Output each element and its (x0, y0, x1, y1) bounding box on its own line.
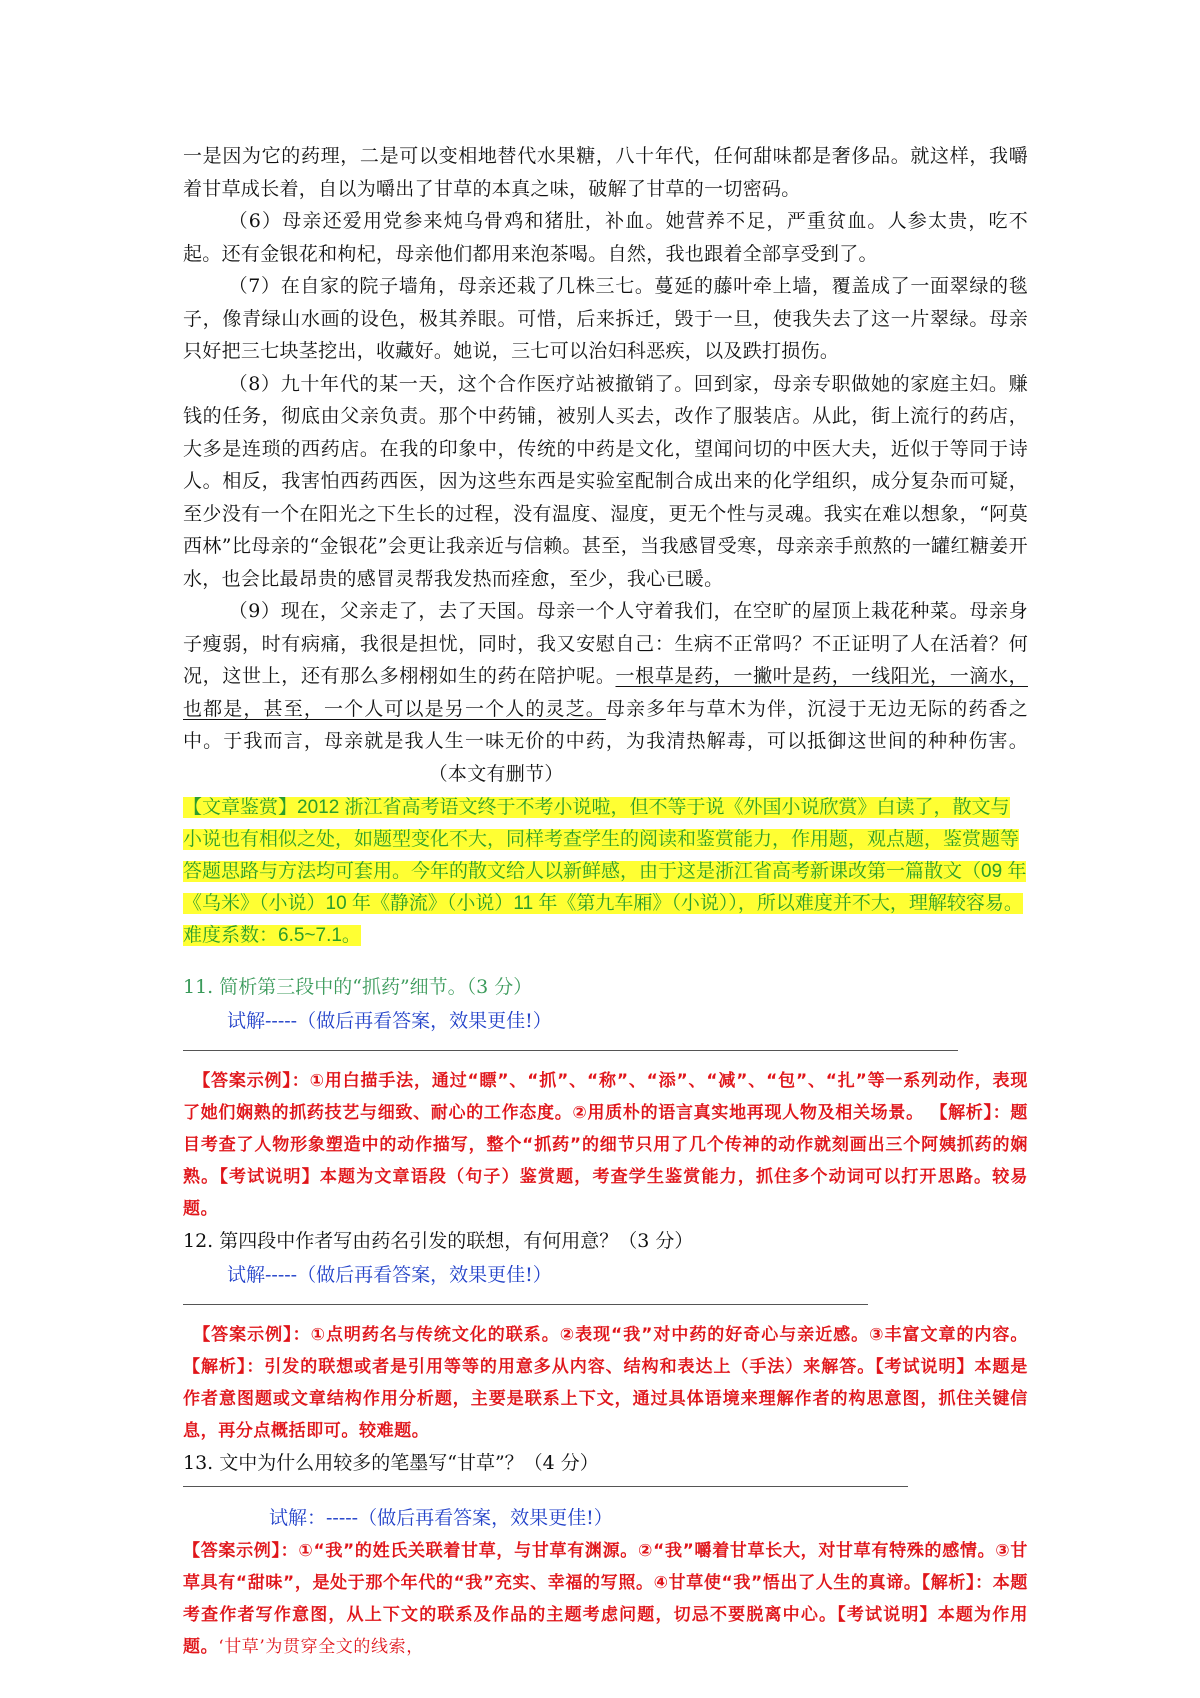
appraisal-highlight: 【文章鉴赏】2012 浙江省高考语文终于不考小说啦，但不等于说《外国小说欣赏》白读了，散文与小说也有相似之处，如题型变化不大，同样考查学生的阅读和鉴赏能力，作用题，观点题，鉴赏题等答题思路与方法均可套用。今年的散文给人以新鲜感，由于这是浙江省高考新课改第一篇散文（09 年《乌米》（小说）10 年《静流》（小说）11 年《第九车厢》（小说）），所以难度并不大，理解较容易。难度系数：6.5~7.1。 (183, 797, 1027, 946)
essay-paragraph-7: （7）在自家的院子墙角，母亲还栽了几株三七。蔓延的藤叶牵上墙，覆盖成了一面翠绿的毯子，像青绿山水画的设色，极其养眼。可惜，后来拆迁，毁于一旦，使我失去了这一片翠绿。母亲只好把三七块茎挖出，收藏好。她说，三七可以治妇科恶疾，以及跌打损伤。 (183, 275, 1028, 362)
essay-paragraph-8: （8）九十年代的某一天，这个合作医疗站被撤销了。回到家，母亲专职做她的家庭主妇。赚钱的任务，彻底由父亲负责。那个中药铺，被别人买去，改作了服装店。从此，街上流行的药店，大多是连琐的西药店。在我的印象中，传统的中药是文化，望闻问切的中医大夫，近似于等同于诗人。相反，我害怕西药西医，因为这些东西是实验室配制合成出来的化学组织，成分复杂而可疑，至少没有一个在阳光之下生长的过程，没有温度、湿度，更无个性与灵魂。我实在难以想象，“阿莫西林”比母亲的“金银花”会更让我亲近与信赖。甚至，当我感冒受寒，母亲亲手煎熬的一罐红糖姜开水，也会比最昂贵的感冒灵帮我发热而痊愈，至少，我心已暖。 (183, 372, 1028, 590)
document-page (183, 140, 1028, 1663)
question-12-trial: 试解-----（做后再看答案，效果更佳!） (227, 1264, 552, 1286)
question-13-prompt: 13. 文中为什么用较多的笔墨写“甘草”？（4 分） (183, 1452, 599, 1474)
question-13-answer-tail: ‘甘草’为贯穿全文的线索， (218, 1637, 424, 1657)
question-13-answer (183, 1535, 1028, 1663)
answer-line-11 (183, 1050, 958, 1051)
answer-line-12 (183, 1304, 868, 1305)
question-12-answer: 【答案示例】：①点明药名与传统文化的联系。②表现“我”对中药的好奇心与亲近感。③丰富文章的内容。【解析】：引发的联想或者是引用等等的用意多从内容、结构和表达上（手法）来解答。【考试说明】本题是作者意图题或文章结构作用分析题，主要是联系上下文，通过具体语境来理解作者的构思意图，抓住关键信息，再分点概括即可。较难题。 (183, 1325, 1028, 1441)
question-11-prompt: 11. 简析第三段中的“抓药”细节。（3 分） (183, 976, 533, 998)
essay-paragraph-9 (183, 595, 1028, 790)
essay-paragraph-6: （6）母亲还爱用党参来炖乌骨鸡和猪肚，补血。她营养不足，严重贫血。人参太贵，吃不起。还有金银花和枸杞，母亲他们都用来泡茶喝。自然，我也跟着全部享受到了。 (183, 210, 1028, 265)
question-11-answer: 【答案示例】：①用白描手法，通过“瞟”、“抓”、“称”、“添”、“减”、“包”、“扎”等一系列动作，表现了她们娴熟的抓药技艺与细致、耐心的工作态度。②用质朴的语言真实地再现人物及相关场景。 【解析】：题目考查了人物形象塑造中的动作描写，整个“抓药”的细节只用了几个传神的动作就刻画出三个阿姨抓药的娴熟。【考试说明】本题为文章语段（句子）鉴赏题，考查学生鉴赏能力，抓住多个动词可以打开思路。较易题。 (183, 1071, 1028, 1219)
question-11-trial: 试解-----（做后再看答案，效果更佳!） (227, 1010, 552, 1032)
answer-line-13 (183, 1486, 908, 1487)
question-13-answer-main: 【答案示例】：①“我”的姓氏关联着甘草，与甘草有渊源。②“我”嚼着甘草长大，对甘草有特殊的感情。③甘草具有“甜味”，是处于那个年代的“我”充实、幸福的写照。④甘草使“我”悟出了人生的真谛。【解析】：本题考查作者写作意图，从上下文的联系及作品的主题考虑问题，切忌不要脱离中心。【考试说明】本题为作用题。 (183, 1541, 1028, 1657)
abridged-note: （本文有删节） (428, 762, 564, 785)
essay-paragraph-9-end: 母亲多年与草木为伴，沉浸于无边无际的药香之中。于我而言，母亲就是我人生一味无价的中药，为我清热解毒，可以抵御这世间的种种伤害。 (183, 697, 1028, 752)
underlined-sentence: 一根草是药，一撇叶是药，一线阳光，一滴水，也都是，甚至，一个人可以是另一个人的灵芝。 (183, 665, 1028, 720)
article-appraisal (183, 792, 1028, 952)
essay-paragraph-9-start: （9）现在，父亲走了，去了天国。母亲一个人守着我们，在空旷的屋顶上栽花种菜。母亲身子瘦弱，时有病痛，我很是担忧，同时，我又安慰自己：生病不正常吗？不正证明了人在活着？何况，这世上，还有那么多栩栩如生的药在陪护呢。 (183, 600, 1028, 687)
question-12-prompt: 12. 第四段中作者写由药名引发的联想，有何用意？（3 分） (183, 1230, 694, 1252)
essay-paragraph-5-continued: 一是因为它的药理，二是可以变相地替代水果糖，八十年代，任何甜味都是奢侈品。就这样，我嚼着甘草成长着，自以为嚼出了甘草的本真之味，破解了甘草的一切密码。 (183, 145, 1028, 200)
question-13-trial: 试解：-----（做后再看答案，效果更佳!） (269, 1507, 613, 1529)
